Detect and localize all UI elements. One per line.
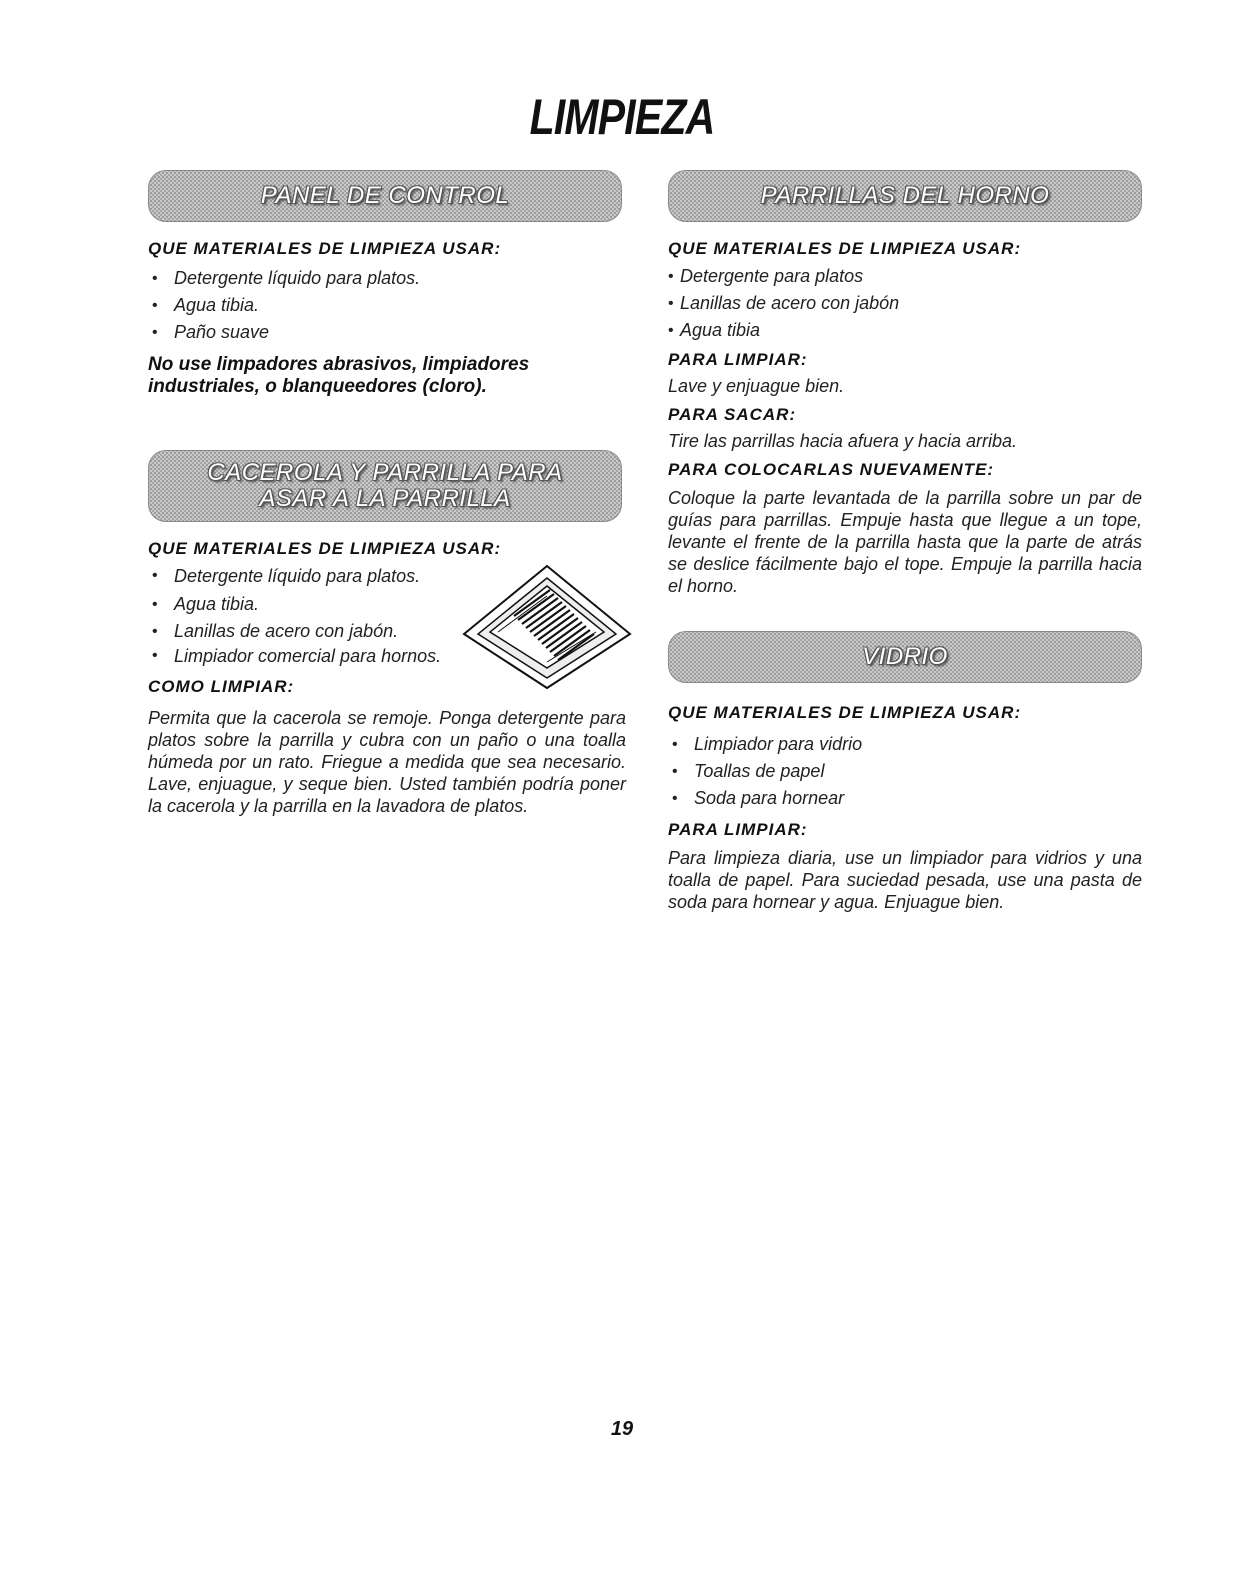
- list-item: • Detergente para platos: [668, 263, 1142, 290]
- materials-list: [668, 731, 1142, 812]
- materials-heading: QUE MATERIALES DE LIMPIEZA USAR:: [148, 239, 502, 258]
- section-vidrio: [668, 631, 1142, 913]
- materials-list: [148, 265, 626, 346]
- materials-heading: QUE MATERIALES DE LIMPIEZA USAR:: [668, 703, 1022, 722]
- list-item: • Lanillas de acero con jabón.: [148, 618, 448, 645]
- how-heading: COMO LIMPIAR:: [148, 677, 295, 696]
- banner-text: PANEL DE CONTROL: [260, 182, 510, 209]
- clean-text: Para limpieza diaria, use un limpiador para vidrios y una toalla de papel. Para suciedad pesada, use una pasta de soda para hornear y agua. Enjuague bien.: [668, 848, 1142, 912]
- banner-panel-de-control: [148, 170, 622, 222]
- broiler-pan-illustration: [458, 560, 636, 694]
- broiler-pan-icon: [458, 560, 636, 694]
- list-item: • Agua tibia: [668, 317, 1142, 344]
- remove-text: Tire las parrillas hacia afuera y hacia arriba.: [668, 431, 1017, 451]
- banner-vidrio: [668, 631, 1142, 683]
- list-item: • Detergente líquido para platos.: [148, 265, 626, 292]
- list-item: • Limpiador para vidrio: [668, 731, 1142, 758]
- list-item: • Detergente líquido para platos.: [148, 565, 448, 587]
- list-item: • Paño suave: [148, 319, 626, 346]
- how-text: Permita que la cacerola se remoje. Ponga detergente para platos sobre la parrilla y cubra con un paño o una toalla húmeda por un rato. Friegue a medida que sea necesario. Lave, enjuague, y seque bien. Usted también podría poner la cacerola y la parrilla en la lavadora de platos.: [148, 708, 626, 816]
- banner-cacerola: [148, 450, 622, 522]
- list-item: • Soda para hornear: [668, 785, 1142, 812]
- clean-heading: PARA LIMPIAR:: [668, 820, 808, 839]
- clean-text: Lave y enjuague bien.: [668, 376, 845, 396]
- list-item: • Limpiador comercial para hornos.: [148, 645, 448, 667]
- page-title: LIMPIEZA: [529, 89, 715, 145]
- list-item: • Lanillas de acero con jabón: [668, 290, 1142, 317]
- left-column: [148, 162, 626, 817]
- banner-text: VIDRIO: [862, 643, 948, 670]
- right-column: [668, 162, 1142, 913]
- materials-heading: QUE MATERIALES DE LIMPIEZA USAR:: [668, 239, 1022, 258]
- remove-heading: PARA SACAR:: [668, 405, 797, 424]
- replace-text: Coloque la parte levantada de la parrilla sobre un par de guías para parrillas. Empuje hasta que llegue a un tope, levante el frente de la parrilla hasta que la parte de atrás se deslice fácilmente bajo el tope. Empuje la parrilla hacia el horno.: [668, 488, 1142, 596]
- banner-text: CACEROLA Y PARRILLA PARA ASAR A LA PARRILLA: [207, 459, 563, 512]
- page-number: 19: [610, 1418, 634, 1440]
- list-item: • Agua tibia.: [148, 292, 626, 319]
- materials-list: [148, 565, 448, 667]
- clean-heading: PARA LIMPIAR:: [668, 350, 808, 369]
- materials-heading: QUE MATERIALES DE LIMPIEZA USAR:: [148, 539, 502, 558]
- banner-text: PARRILLAS DEL HORNO: [760, 182, 1050, 209]
- section-panel-de-control: [148, 170, 626, 398]
- list-item: • Agua tibia.: [148, 591, 448, 618]
- banner-parrillas-del-horno: [668, 170, 1142, 222]
- section-parrillas: [668, 170, 1142, 597]
- list-item: • Toallas de papel: [668, 758, 1142, 785]
- materials-list: [668, 263, 1142, 344]
- warning-text: No use limpadores abrasivos, limpiadores industriales, o blanqueedores (cloro).: [148, 354, 530, 397]
- replace-heading: PARA COLOCARLAS NUEVAMENTE:: [668, 460, 995, 479]
